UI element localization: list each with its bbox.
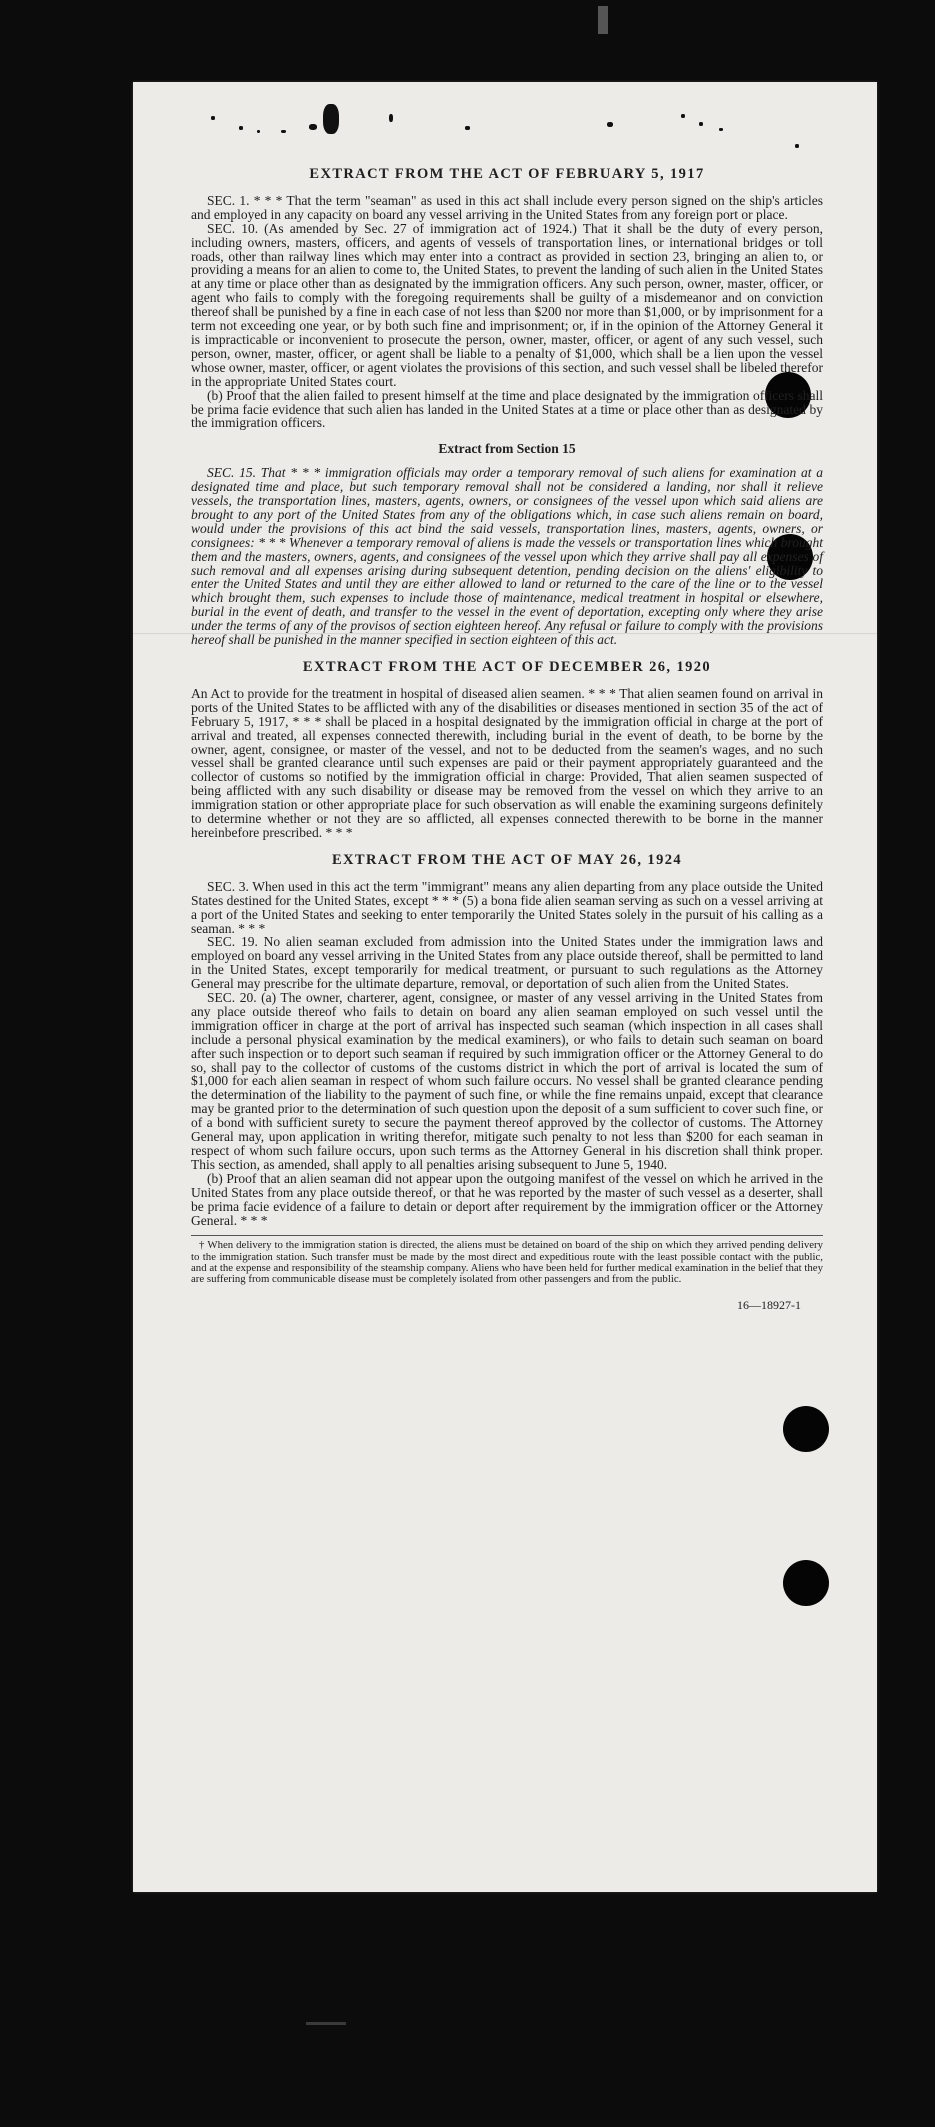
paragraph-sec-10-b: (b) Proof that the alien failed to present himself at the time and place designated by the immigration officers shall be prima facie evidence that such alien has landed in the United States at a time or place other than as designated by the immigration officers. — [191, 387, 823, 431]
document-page — [133, 82, 877, 1892]
paragraph-sec-15: SEC. 15. That * * * immigration officials may order a temporary removal of such aliens for examination at a designated time and place, but such temporary removal shall not be considered a landing, nor shall it relieve vessels, the transportation lines, masters, agents, owners, or consignees of the vessel upon which said aliens are brought to any port of the United States from any of the obligations which, in case such aliens remain on board, would under the provisions of this act bind the said vessels, transportation lines, masters, agents, owners, or consignees: * * * Whenever a temporary removal of aliens is made the vessels or transportation lines which brought them and the masters, owners, agents, and consignees of the vessel upon which they arrive shall pay all expenses of such removal and all expenses arising during subsequent detention, pending decision on the aliens' eligibility to enter the United States and until they are either allowed to land or returned to the care of the line or to the vessel which brought them, such expenses to include those of maintenance, medical treatment in hospital or elsewhere, burial in the event of death, and transfer to the vessel in the event of deportation, excepting only where they arise under the terms of any of the provisos of section eighteen hereof. Any refusal or failure to comply with the provisions hereof shall be punished in the manner specified in section eighteen of this act. — [191, 465, 823, 648]
paragraph-sec-1: SEC. 1. * * * That the term "seaman" as used in this act shall include every person signed on the ship's articles and employed in any capacity on board any vessel arriving in the United States from any foreign port or place. — [191, 192, 823, 222]
scan-artifact-top — [598, 6, 608, 34]
heading-act-1917: EXTRACT FROM THE ACT OF FEBRUARY 5, 1917 — [309, 166, 705, 182]
footnote: † When delivery to the immigration station is directed, the aliens must be detained on board of the ship on which they arrived pending delivery to the immigration station. Such transfer must be made by the most direct and expeditious route with the least possible contact with the public, and at the expense and responsibility of the steamship company. Aliens who have been held for further medical examination in the belief that they are suffering from communicable disease must be completely isolated from other passengers and from the public. — [191, 1239, 823, 1286]
paragraph-sec-3: SEC. 3. When used in this act the term "immigrant" means any alien departing from any place outside the United States destined for the United States, except * * * (5) a bona fide alien seaman serving as such on a vessel arriving at a port of the United States and seeking to enter temporarily the United States solely in the pursuit of his calling as a seaman. * * * — [191, 878, 823, 936]
scan-artifact-bottom — [306, 2022, 346, 2025]
document-text — [191, 168, 823, 1313]
document-number: 16—18927-1 — [737, 1298, 801, 1313]
paragraph-sec-20-b: (b) Proof that an alien seaman did not appear upon the outgoing manifest of the vessel on which he arrived in the United States from any place outside thereof, or that he was reported by the master of such vessel as a deserter, shall be prima facie evidence of a failure to detain or deport after requirement by the immigration officer or the Attorney General. * * * — [191, 1170, 823, 1228]
paragraph-sec-19: SEC. 19. No alien seaman excluded from admission into the United States under the immigration laws and employed on board any vessel arriving in the United States from any place outside thereof, shall be permitted to land in the United States, except temporarily for medical treatment, or pursuant to such regulations as the Attorney General may prescribe for the ultimate departure, removal, or deportation of such alien from the United States. — [191, 934, 823, 992]
paragraph-sec-20-a: SEC. 20. (a) The owner, charterer, agent, consignee, or master of any vessel arriving in the United States from any place outside thereof who fails to detain on board any alien seaman employed on such vessel until the immigration officer in charge at the port of arrival has inspected such seaman (which inspection in all cases shall include a personal physical examination by the medical examiners), or who fails to detain such seaman on board after such inspection or to deport such seaman if required by such immigration officer or the Attorney General to do so, shall pay to the collector of customs of the customs district in which the port of arrival is located the sum of $1,000 for each alien seaman in respect of whom such failure occurs. No vessel shall be granted clearance pending the determination of the liability to the payment of such fine, or while the fine remains unpaid, except that clearance may be granted prior to the determination of such question upon the deposit of a sum sufficient to cover such fine, or of a bond with sufficient surety to secure the payment thereof approved by the collector of customs. The Attorney General may, upon application in writing therefor, mitigate such penalty to not less than $200 for each seaman in respect of whom such failure occurs, upon such terms as the Attorney General in his discretion shall think proper. This section, as amended, shall apply to all penalties arising subsequent to June 5, 1940. — [191, 990, 823, 1172]
punch-hole-4 — [783, 1560, 829, 1606]
scan-artifacts — [211, 100, 811, 150]
heading-act-1924: EXTRACT FROM THE ACT OF MAY 26, 1924 — [331, 851, 683, 868]
heading-section-15: Extract from Section 15 — [438, 441, 576, 457]
heading-act-1920: EXTRACT FROM THE ACT OF DECEMBER 26, 1920 — [302, 659, 712, 675]
paragraph-sec-10: SEC. 10. (As amended by Sec. 27 of immigration act of 1924.) That it shall be the duty of every person, including owners, masters, officers, and agents of vessels of transportation lines, or international bridges or toll roads, other than railway lines which may enter into a contract as provided in section 23, bringing an alien to, or providing a means for an alien to come to, the United States, to prevent the landing of such alien in the United States at any time or place other than as designated by the immigration officers. Any such person, owner, master, officer, or agent who fails to comply with the foregoing requirements shall be guilty of a misdemeanor and on conviction thereof shall be punished by a fine in each case of not less than $200 nor more than $1,000, or by imprisonment for a term not exceeding one year, or by both such fine and imprisonment; or, if in the opinion of the Attorney General it is impracticable or inconvenient to prosecute the person, owner, master, officer, or agent of any such vessel, such person, owner, master, officer, or agent shall be liable to a penalty of $1,000, which shall be a lien upon the vessel whose owner, master, officer, or agent violates the provisions of this section, and such vessel shall be libeled therefor in the appropriate United States court. — [191, 220, 823, 389]
paragraph-act-1920: An Act to provide for the treatment in hospital of diseased alien seamen. * * * That alien seamen found on arrival in ports of the United States to be afflicted with any of the disabilities or diseases mentioned in section 35 of the act of February 5, 1917, * * * shall be placed in a hospital designated by the immigration official in charge at the port of arrival and treated, all expenses connected therewith, including burial in the event of death, to be borne by the owner, agent, consignee, or master of the vessel, and not to be deducted from the seamen's wages, and no such vessel shall be granted clearance until such expenses are paid or their payment appropriately guaranteed and the collector of customs so notified by the immigration official in charge: Provided, That alien seamen suspected of being afflicted with any such disability or disease may be removed from the vessel on which they arrive to an immigration station or other appropriate place for such observation as will enable the examining surgeons definitely to determine whether or not they are so afflicted, all expenses connected therewith to be borne in the manner hereinbefore prescribed. * * * — [191, 685, 823, 840]
punch-hole-3 — [783, 1406, 829, 1452]
footnote-divider — [191, 1235, 823, 1236]
